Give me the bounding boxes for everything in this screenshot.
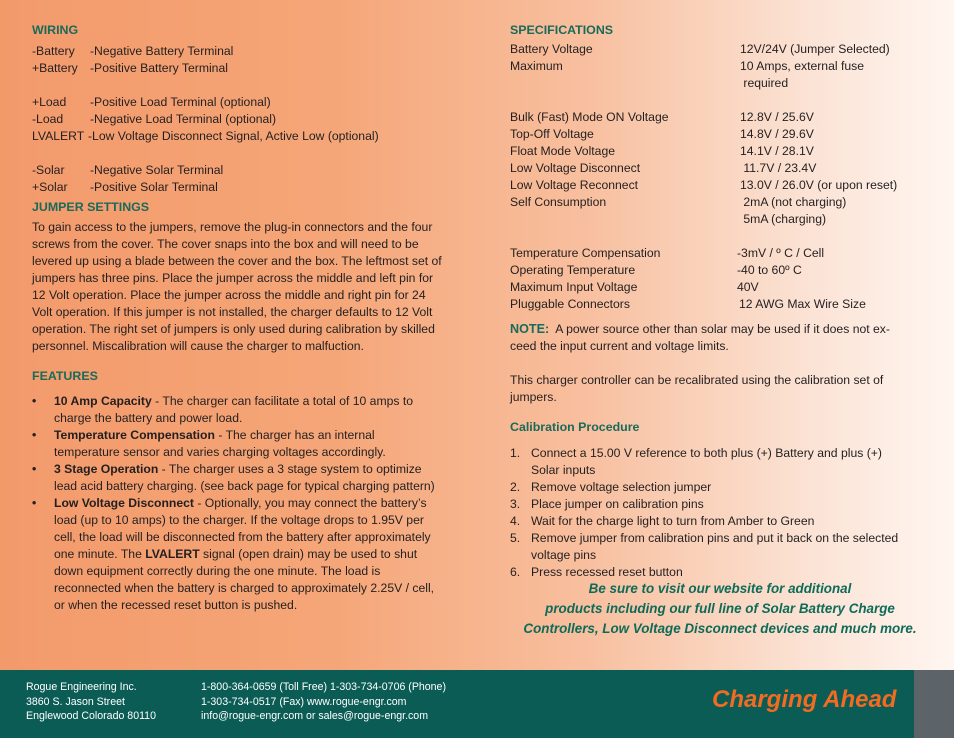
spec-row: Float Mode Voltage 14.1V / 28.1V [510, 144, 814, 158]
wiring-row: +Load -Positive Load Terminal (optional) [32, 95, 271, 109]
left-column [32, 22, 442, 614]
jumper-settings-text: To gain access to the jumpers, remove the plug-in connectors and the four screws from the cover. The cover snaps into the box and will need to be levered up using a blade between the cover and the box. The leftmost set of jumpers has three pins. Place the jumper across the middle and left pin for 12 Volt operation. Place the jumper across the middle and right pin for 24 Volt operation. If this jumper is not installed, the charger defaults to 12 Volt operation. The right set of jumpers is only used during calibration by skilled personnel. Miscalibration will cause the charger to malfuction. [32, 220, 442, 353]
jumper-settings-heading: JUMPER SETTINGS [32, 200, 150, 214]
spec-row: required [740, 76, 789, 90]
right-column [510, 22, 910, 581]
spec-row: Low Voltage Reconnect 13.0V / 26.0V (or upon reset) [510, 178, 898, 192]
spec-row: Top-Off Voltage 14.8V / 29.6V [510, 127, 814, 141]
calibration-step: 6. Press recessed reset button [510, 565, 683, 579]
feature-item: • 3 Stage Operation - The charger uses a 3 stage system to optimize lead acid battery charging. (see back page for typical charging pattern) [32, 462, 435, 493]
specs-table [510, 41, 910, 313]
wiring-row: +Solar -Positive Solar Terminal [32, 180, 218, 194]
specifications-heading: SPECIFICATIONS [510, 23, 614, 37]
spec-row: Temperature Compensation -3mV / º C / Cell [510, 246, 825, 260]
side-tab [914, 670, 954, 738]
wiring-row: -Battery -Negative Battery Terminal [32, 44, 234, 58]
footer-bar [0, 670, 954, 738]
spec-row: Maximum Input Voltage 40V [510, 280, 759, 294]
bullet-icon: • [32, 496, 37, 510]
wiring-heading: WIRING [32, 23, 79, 37]
spec-row: Self Consumption 2mA (not charging) [510, 195, 847, 209]
wiring-row: LVALERT -Low Voltage Disconnect Signal, Active Low (optional) [32, 129, 379, 143]
spec-row: Bulk (Fast) Mode ON Voltage 12.8V / 25.6V [510, 110, 814, 124]
spec-row: Pluggable Connectors 12 AWG Max Wire Size [510, 297, 866, 311]
spec-row: 5mA (charging) [740, 212, 827, 226]
wiring-list [32, 43, 442, 196]
company-contact: 1-800-364-0659 (Toll Free) 1-303-734-0706 (Phone) 1-303-734-0517 (Fax) www.rogue-engr.com info@rogue-engr.com or sales@rogue-engr.com [201, 681, 446, 722]
calibration-step: 2. Remove voltage selection jumper [510, 480, 712, 494]
promo-text: Be sure to visit our website for additional products including our full line of Solar Battery Charge Controllers, Low Voltage Disconnect devices and much more. [523, 581, 917, 636]
tagline: Charging Ahead [712, 686, 897, 713]
calibration-step: 1. Connect a 15.00 V reference to both plus (+) Battery and plus (+) Solar inputs [510, 446, 882, 477]
calibration-step: 3. Place jumper on calibration pins [510, 497, 704, 511]
bullet-icon: • [32, 394, 37, 408]
feature-item: • Temperature Compensation - The charger has an internal temperature sensor and varies charging voltages accordingly. [32, 428, 386, 459]
features-list [32, 393, 442, 614]
calibration-step: 4. Wait for the charge light to turn from Amber to Green [510, 514, 815, 528]
spec-row: Low Voltage Disconnect 11.7V / 23.4V [510, 161, 817, 175]
calibration-step: 5. Remove jumper from calibration pins and put it back on the selected voltage pins [510, 531, 899, 562]
spec-row: Maximum 10 Amps, external fuse [510, 59, 864, 73]
recalibration-text: This charger controller can be recalibrated using the calibration set of jumpers. [510, 373, 884, 404]
wiring-row: -Load -Negative Load Terminal (optional) [32, 112, 277, 126]
note-label: NOTE: [510, 322, 550, 336]
spec-row: Battery Voltage 12V/24V (Jumper Selected) [510, 42, 890, 56]
features-heading: FEATURES [32, 369, 98, 383]
wiring-row: -Solar -Negative Solar Terminal [32, 163, 224, 177]
calibration-heading: Calibration Procedure [510, 420, 640, 434]
wiring-row: +Battery -Positive Battery Terminal [32, 61, 228, 75]
calibration-steps [510, 445, 900, 581]
bullet-icon: • [32, 462, 37, 476]
feature-item: • 10 Amp Capacity - The charger can facilitate a total of 10 amps to charge the battery and power load. [32, 394, 414, 425]
feature-item: • Low Voltage Disconnect - Optionally, you may connect the battery’s load (up to 10 amps) to the charger. If the voltage drops to 1.95V per cell, the load will be disconnected from the battery after approximately one minute. The LVALERT signal (open drain) may be used to shut down equipment correctly during the one minute. The load is reconnected when the battery is charged to approximately 2.25V / cell, or when the recessed reset button is pushed. [32, 496, 435, 612]
spec-row: Operating Temperature -40 to 60º C [510, 263, 802, 277]
company-address: Rogue Engineering Inc. 3860 S. Jason Street Englewood Colorado 80110 [26, 681, 156, 722]
note-paragraph: NOTE: A power source other than solar may be used if it does not ex-ceed the input current and voltage limits. [510, 322, 890, 353]
bullet-icon: • [32, 428, 37, 442]
